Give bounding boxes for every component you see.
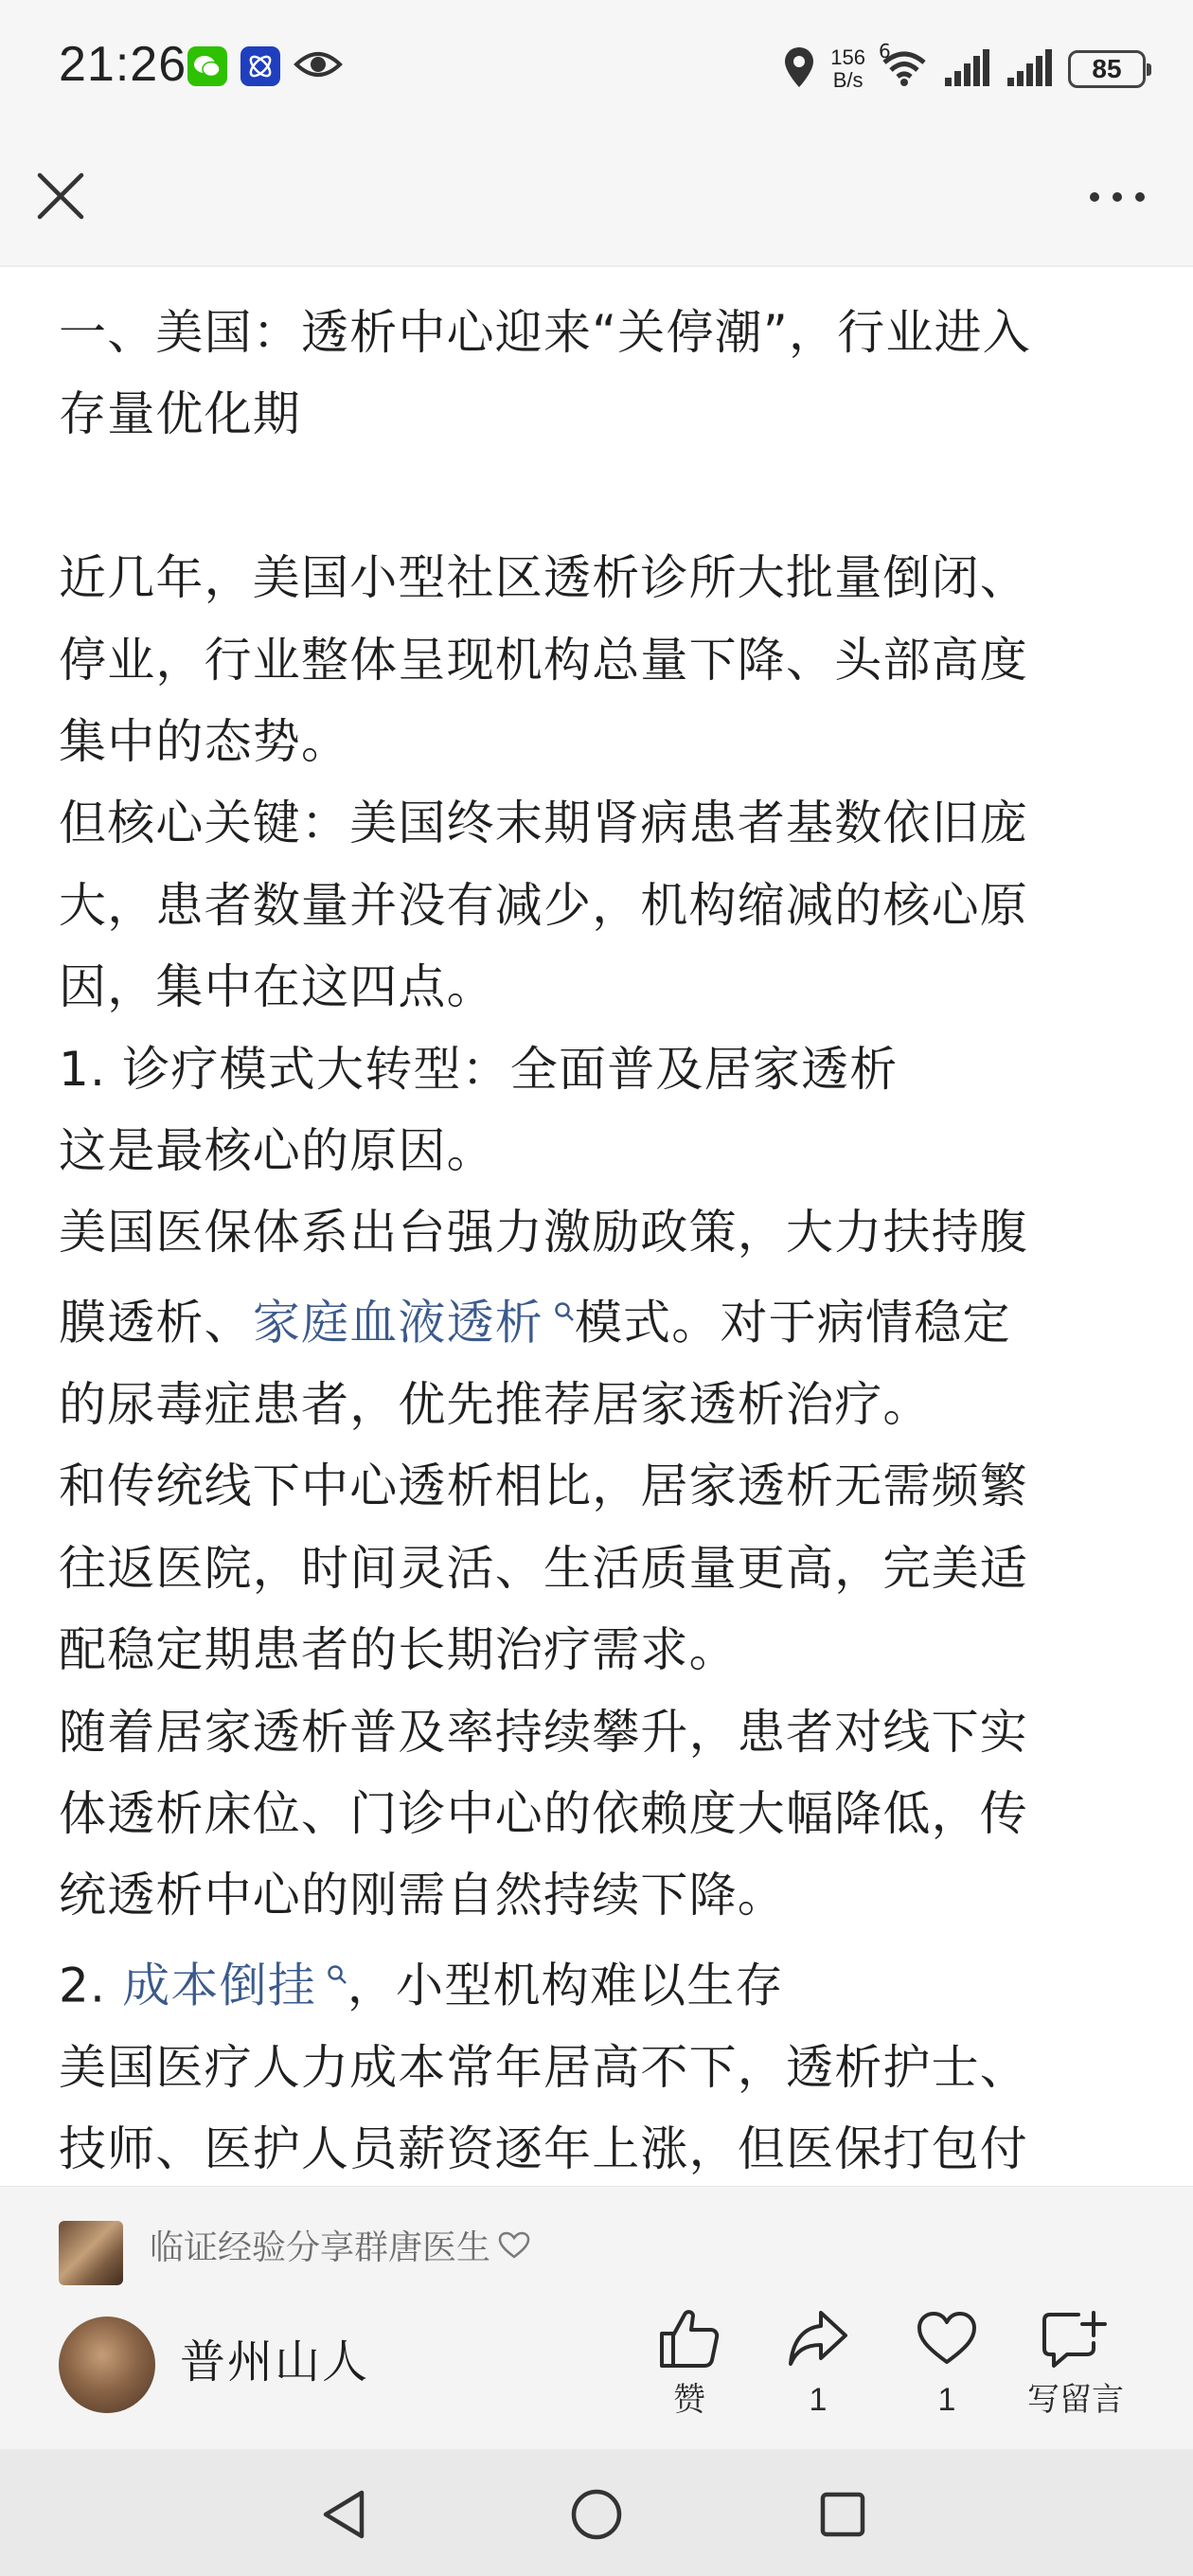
- search-icon: [318, 1964, 347, 1991]
- article-text: 膜透析、: [59, 1295, 253, 1351]
- thumbs-up-icon: [656, 2307, 722, 2370]
- battery-icon: 85: [1068, 50, 1146, 88]
- signal-label: 6: [879, 40, 891, 63]
- share-button[interactable]: [761, 2307, 875, 2421]
- write-comment-button[interactable]: [1019, 2307, 1132, 2421]
- article-text: 2.: [59, 1958, 123, 2013]
- article-line: 1. 诊疗模式大转型：全面普及居家透析: [59, 1041, 899, 1097]
- net-speed-value: 156: [830, 45, 865, 69]
- system-nav-bar: [0, 2449, 1193, 2576]
- top-bar: [0, 137, 1193, 265]
- group-thumbnail: [59, 2221, 123, 2285]
- app-icon: [240, 46, 280, 86]
- article-line: 一、美国：透析中心迎来“关停潮”，行业进入: [59, 305, 1032, 360]
- group-name[interactable]: [150, 2225, 530, 2273]
- author-action-bar: [0, 2307, 1193, 2449]
- favorite-count: 1: [937, 2382, 956, 2418]
- like-button[interactable]: [632, 2307, 746, 2421]
- article-body: [59, 267, 1138, 2186]
- article-blank-line: [59, 456, 1138, 537]
- article-line: 停业，行业整体呈现机构总量下降、头部高度: [59, 632, 1028, 688]
- group-row[interactable]: [0, 2186, 1193, 2308]
- share-icon: [785, 2307, 851, 2370]
- wechat-icon: [187, 46, 227, 86]
- article-line: 的尿毒症患者，优先推荐居家透析治疗。: [59, 1376, 932, 1432]
- status-indicators: [783, 36, 1146, 102]
- close-icon: [28, 164, 93, 228]
- heart-icon: [914, 2307, 980, 2370]
- article-line: 配稳定期患者的长期治疗需求。: [59, 1622, 738, 1678]
- article-line: 存量优化期: [59, 386, 301, 442]
- location-icon: [783, 45, 815, 93]
- heart-outline-icon[interactable]: [498, 2226, 530, 2273]
- wifi-icon: [879, 40, 928, 91]
- article-line: 统透析中心的刚需自然持续下降。: [59, 1868, 786, 1923]
- article-line: 近几年，美国小型社区透析诊所大批量倒闭、: [59, 550, 1028, 606]
- article-line: 和传统线下中心透析相比，居家透析无需频繁: [59, 1458, 1028, 1514]
- status-time: 21:26: [59, 37, 187, 92]
- article-text: ，小型机构难以生存: [347, 1958, 784, 2013]
- status-bar: [0, 0, 1193, 137]
- back-triangle-icon: [312, 2481, 379, 2548]
- article-line: [59, 1937, 1138, 2027]
- like-label: 赞: [673, 2382, 705, 2418]
- search-icon: [545, 1301, 575, 1328]
- article-line: 这是最核心的原因。: [59, 1123, 495, 1179]
- group-name-label: 临证经验分享群唐医生: [150, 2228, 491, 2267]
- signal-icon: [1006, 47, 1053, 91]
- more-button[interactable]: [1079, 173, 1155, 221]
- article-line: 美国医疗人力成本常年居高不下，透析护士、: [59, 2039, 1028, 2095]
- back-button[interactable]: [312, 2481, 379, 2548]
- article-line: 往返医院，时间灵活、生活质量更高，完美适: [59, 1540, 1028, 1596]
- signal-icon: [943, 47, 990, 91]
- favorite-button[interactable]: [890, 2307, 1004, 2421]
- home-button[interactable]: [563, 2481, 630, 2548]
- article-line: 大，患者数量并没有减少，机构缩减的核心原: [59, 877, 1028, 933]
- avatar[interactable]: [59, 2317, 155, 2413]
- search-link[interactable]: 成本倒挂: [122, 1958, 317, 2013]
- net-speed: [830, 46, 865, 92]
- status-app-icons: [187, 45, 343, 87]
- article-line: 集中的态势。: [59, 714, 350, 770]
- article-text: 模式。对于病情稳定: [574, 1295, 1011, 1351]
- close-button[interactable]: [28, 164, 93, 228]
- home-circle-icon: [563, 2481, 630, 2548]
- write-comment-label: 写留言: [1027, 2382, 1124, 2418]
- eye-icon: [294, 45, 343, 87]
- article-line: 但核心关键：美国终末期肾病患者基数依旧庞: [59, 796, 1028, 851]
- article-line: 美国医保体系出台强力激励政策，大力扶持腹: [59, 1205, 1028, 1261]
- recents-square-icon: [810, 2481, 876, 2548]
- article-line: 随着居家透析普及率持续攀升，患者对线下实: [59, 1704, 1028, 1760]
- more-icon: [1079, 173, 1155, 221]
- article-line: 体透析床位、门诊中心的依赖度大幅降低，传: [59, 1785, 1028, 1841]
- article-line: [59, 1274, 1138, 1364]
- share-count: 1: [809, 2382, 828, 2418]
- recents-button[interactable]: [810, 2481, 876, 2548]
- author-name[interactable]: 普州山人: [180, 2335, 370, 2388]
- search-link[interactable]: 家庭血液透析: [252, 1295, 544, 1351]
- article-line: 因，集中在这四点。: [59, 959, 495, 1015]
- net-speed-unit: B/s: [832, 68, 864, 92]
- comment-add-icon: [1041, 2307, 1111, 2370]
- article-line: 技师、医护人员薪资逐年上涨，但医保打包付: [59, 2121, 1028, 2177]
